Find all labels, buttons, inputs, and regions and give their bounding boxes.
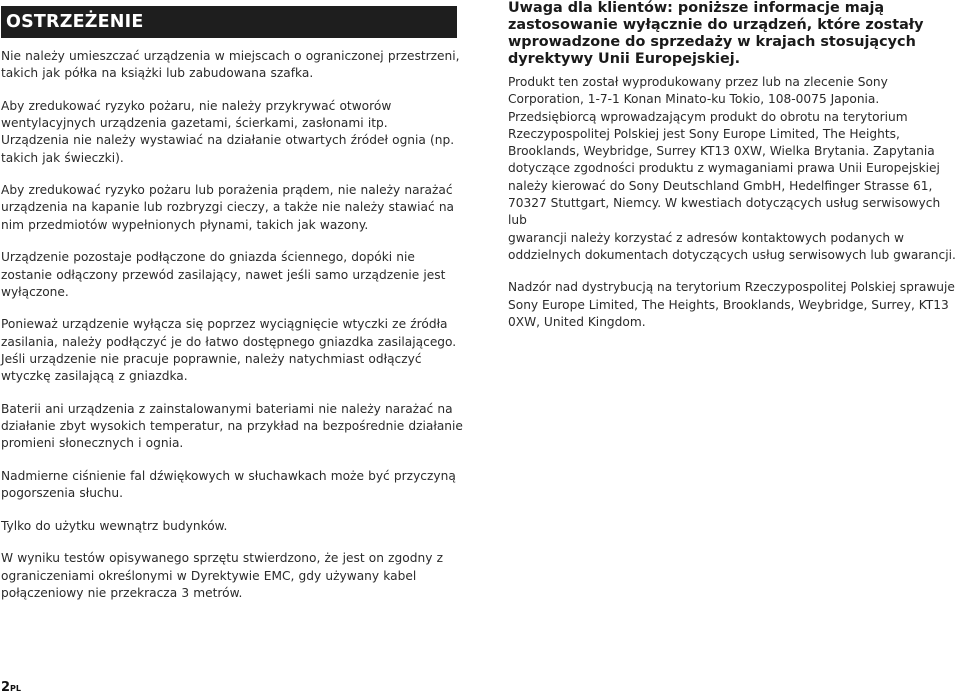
- warning-column: [1, 6, 469, 618]
- warning-paragraph-emc: W wyniku testów opisywanego sprzętu stwierdzono, że jest on zgodny z ograniczeniami określonymi w Dyrektywie EMC, gdy używany kabel połączeniowy nie przekracza 3 metrów.: [1, 551, 443, 600]
- warning-paragraph-indoor-use: Tylko do użytku wewnątrz budynków.: [1, 518, 228, 533]
- eu-notice-distribution: Nadzór nad dystrybucją na terytorium Rzeczypospolitej Polskiej sprawuje Sony Europe Limited, The Heights, Brooklands, Weybridge, Surrey, KT13 0XW, United Kingdom.: [508, 280, 955, 329]
- warning-paragraph-ventilation: Aby zredukować ryzyko pożaru, nie należy przykrywać otworów wentylacyjnych urządzenia gazetami, ścierkami, zasłonami itp. Urządzenia nie należy wystawiać na działanie otwartych źródeł ognia (np. takich jak świeczki).: [1, 98, 455, 165]
- eu-notice-manufacturer: Produkt ten został wyprodukowany przez lub na zlecenie Sony Corporation, 1-7-1 Konan Minato-ku Tokio, 108-0075 Japonia. Przedsiębiorcą wprowadzającym produkt do obrotu na terytorium Rzeczypospolitej Polskiej jest Sony Europe Limited, The Heights, Brooklands, Weybridge, Surrey KT13 0XW, Wielka Brytania. Zapytania dotyczące zgodności produktu z wymaganiami prawa Unii Europejskiej należy kierować do Sony Deutschland GmbH, Hedelfinger Strasse 61, 70327 Stuttgart, Niemcy. W kwestiach dotyczących usług serwisowych lub gwarancji należy korzystać z adresów kontaktowych podanych w oddzielnych dokumentach dotyczących usług serwisowych lub gwarancji.: [508, 75, 956, 262]
- page-language-code: PL: [10, 684, 22, 693]
- eu-notice-column: [508, 0, 958, 346]
- warning-paragraph-liquids: Aby zredukować ryzyko pożaru lub porażenia prądem, nie należy narażać urządzenia na kapanie lub rozbryzgi cieczy, a także nie należy stawiać na nim przedmiotów wypełnionych płynami, takich jak wazony.: [1, 183, 455, 232]
- warning-paragraph-batteries: Baterii ani urządzenia z zainstalowanymi bateriami nie należy narażać na działanie zbyt wysokich temperatur, na przykład na bezpośrednie działanie promieni słonecznych i ognia.: [1, 401, 463, 451]
- page-number-value: 2: [1, 680, 11, 695]
- warning-paragraph-placement: Nie należy umieszczać urządzenia w miejscach o ograniczonej przestrzeni, takich jak półka na książki lub zabudowana szafka.: [1, 49, 460, 81]
- warning-paragraph-headphones: Nadmierne ciśnienie fal dźwiękowych w słuchawkach może być przyczyną pogorszenia słuchu.: [1, 468, 456, 501]
- warning-title: OSTRZEŻENIE: [1, 6, 457, 38]
- page-number: [1, 680, 21, 695]
- warning-paragraph-mains-connection: Urządzenie pozostaje podłączone do gniazda ściennego, dopóki nie zostanie odłączony przewód zasilający, nawet jeśli samo urządzenie jest wyłączone.: [1, 250, 446, 299]
- warning-paragraph-plug-access: Ponieważ urządzenie wyłącza się poprzez wyciągnięcie wtyczki ze źródła zasilania, należy podłączyć je do łatwo dostępnego gniazdka zasilającego. Jeśli urządzenie nie pracuje poprawnie, należy natychmiast odłączyć wtyczkę zasilającą z gniazdka.: [1, 317, 457, 384]
- eu-notice-heading: Uwaga dla klientów: poniższe informacje mają zastosowanie wyłącznie do urządzeń, które zostały wprowadzone do sprzedaży w krajach stosujących dyrektywy Unii Europejskiej.: [508, 0, 924, 67]
